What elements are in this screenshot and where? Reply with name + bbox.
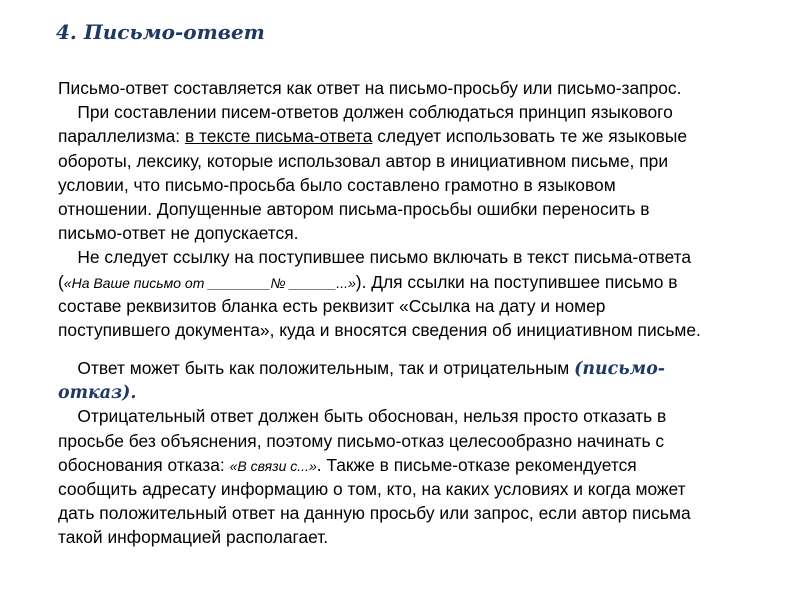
text-run: При составлении писем-ответов должен соблюдаться принцип языкового <box>77 102 673 123</box>
text-run: ). Для ссылки на поступившее письмо в <box>355 271 678 292</box>
text-line: просьбе без объяснения, поэтому письмо-отказ целесообразно начинать с <box>58 430 665 451</box>
text-line <box>58 404 788 428</box>
text-line <box>58 100 788 124</box>
text-run: Ответ может быть как положительным, так и отрицательным <box>77 358 575 379</box>
text-line: сообщить адресату информацию о том, кто, на каких условиях и когда может <box>58 479 686 499</box>
text-line <box>58 245 788 269</box>
slide-body <box>58 76 788 550</box>
emphasis-term: отказ). <box>58 383 137 404</box>
text-run: Отрицательный ответ должен быть обоснован, нельзя просто отказать в <box>77 406 667 427</box>
text-line: поступившего документа», куда и вносятся сведения об инициативном письме. <box>58 319 701 340</box>
text-line <box>58 380 788 404</box>
text-line <box>58 356 788 380</box>
underlined-phrase: в тексте письма-ответа <box>184 126 373 147</box>
text-line: условии, что письмо-просьба было составлено грамотно в языковом <box>58 174 616 195</box>
italic-example: «На Ваше письмо от ________№ ______...» <box>63 274 356 291</box>
text-line <box>58 124 788 148</box>
text-line: отношении. Допущенные автором письма-просьбы ошибки переносить в <box>58 198 650 219</box>
text-line: составе реквизитов бланка есть реквизит «Ссылка на дату и номер <box>58 295 606 316</box>
text-line: дать положительный ответ на данную просьбу или запрос, если автор письма <box>58 503 691 524</box>
text-run: Не следует ссылку на поступившее письмо включать в текст письма-ответа <box>77 247 692 268</box>
text-line: Письмо-ответ составляется как ответ на письмо-просьбу или письмо-запрос. <box>58 78 682 98</box>
text-line <box>58 270 788 294</box>
slide-title: 4. Письмо-ответ <box>56 20 265 44</box>
text-run: ( <box>58 271 64 292</box>
text-run: обоснования отказа: <box>58 454 230 475</box>
text-line <box>58 453 788 477</box>
text-line: обороты, лексику, которые использовал автор в инициативном письме, при <box>58 150 669 171</box>
text-run: . Также в письме-отказе рекомендуется <box>316 454 637 475</box>
paragraph-gap <box>58 342 788 356</box>
text-line: такой информацией располагает. <box>58 527 329 548</box>
text-line: письмо-ответ не допускается. <box>58 223 299 244</box>
text-run: следует использовать те же языковые <box>372 126 688 147</box>
emphasis-term: (письмо- <box>574 359 666 380</box>
italic-example: «В связи с...» <box>229 457 317 474</box>
text-run: параллелизма: <box>58 126 185 147</box>
